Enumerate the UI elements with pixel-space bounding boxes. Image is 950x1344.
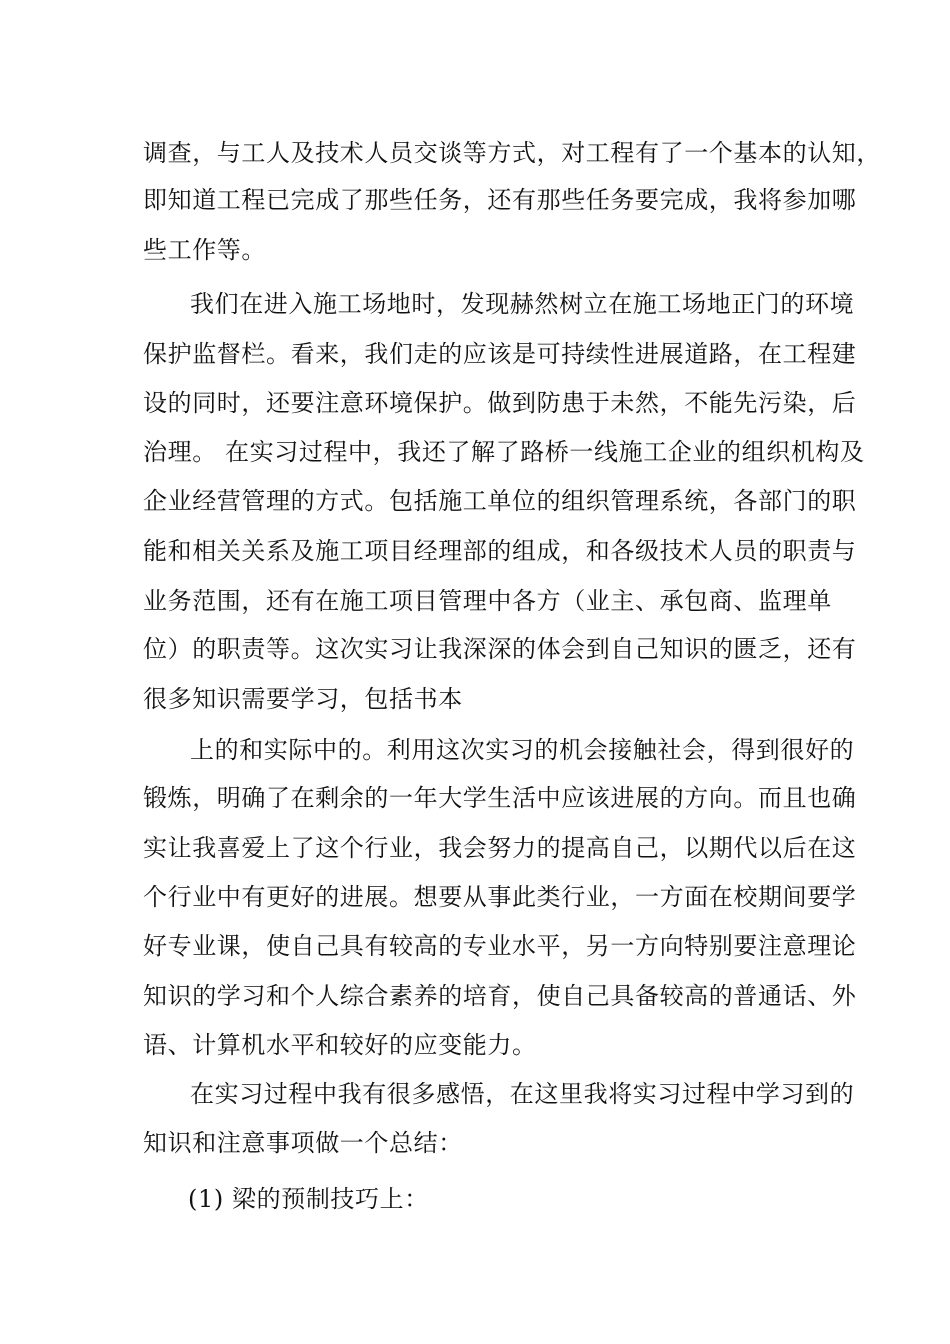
text-line: 在实习过程中我有很多感悟，在这里我将实习过程中学习到的: [190, 1080, 855, 1108]
text-line: 好专业课，使自己具有较高的专业水平，另一方向特别要注意理论: [143, 932, 857, 960]
text-line: 锻炼，明确了在剩余的一年大学生活中应该进展的方向。而且也确: [143, 784, 857, 812]
text-line: 保护监督栏。看来，我们走的应该是可持续性进展道路，在工程建: [143, 340, 857, 368]
text-line: 知识和注意事项做一个总结：: [143, 1129, 463, 1157]
text-line: 治理。 在实习过程中，我还了解了路桥一线施工企业的组织机构及: [143, 438, 865, 466]
text-line: 些工作等。: [143, 236, 266, 264]
text-line: 位）的职责等。这次实习让我深深的体会到自己知识的匮乏，还有: [143, 635, 857, 663]
text-line: 很多知识需要学习，包括书本: [143, 685, 463, 713]
text-line: 个行业中有更好的进展。想要从事此类行业，一方面在校期间要学: [143, 883, 857, 911]
numbered-heading: (1) 梁的预制技巧上：: [188, 1185, 429, 1213]
text-line: 企业经营管理的方式。包括施工单位的组织管理系统，各部门的职: [143, 487, 857, 515]
text-line: 实让我喜爱上了这个行业，我会努力的提高自己，以期代以后在这: [143, 834, 857, 862]
text-line: 即知道工程已完成了那些任务，还有那些任务要完成，我将参加哪: [143, 186, 857, 214]
text-line: 知识的学习和个人综合素养的培育，使自己具备较高的普通话、外: [143, 982, 857, 1010]
text-line: 能和相关关系及施工项目经理部的组成，和各级技术人员的职责与: [143, 537, 857, 565]
text-line: 设的同时，还要注意环境保护。做到防患于未然，不能先污染，后: [143, 389, 857, 417]
text-line: 语、计算机水平和较好的应变能力。: [143, 1031, 537, 1059]
text-line: 上的和实际中的。利用这次实习的机会接触社会，得到很好的: [190, 736, 855, 764]
text-line: 我们在进入施工场地时，发现赫然树立在施工场地正门的环境: [190, 290, 855, 318]
text-line: 调查，与工人及技术人员交谈等方式，对工程有了一个基本的认知，: [143, 139, 881, 167]
text-line: 业务范围，还有在施工项目管理中各方（业主、承包商、监理单: [143, 587, 832, 615]
